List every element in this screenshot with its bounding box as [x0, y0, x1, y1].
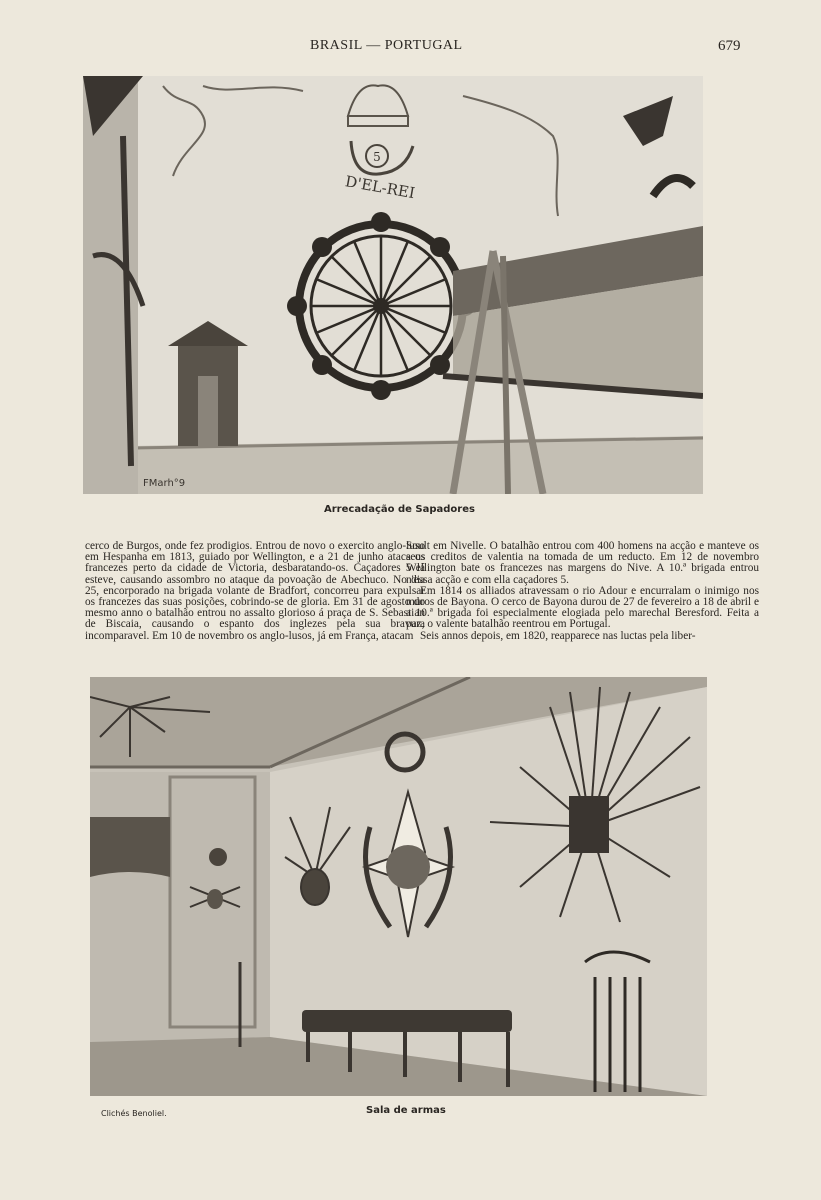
paragraph: Seis annos depois, em 1820, reapparece nas luctas pela liber- — [420, 629, 696, 642]
photo-armas-illustration — [90, 677, 707, 1096]
wall-inscription: D'EL-REI — [343, 172, 417, 203]
paragraph: Em 1814 os alliados atravessam o rio Adour e encurralam o inimigo nos muros de Bayona. O cerco de Bayona durou de 27 de fevereiro a 18 de abril e a 10.ª brigada foi especialmente elogiada pelo marechal Beresford. Feita a paz, o valente batalhão reentrou em Portugal. — [406, 584, 759, 631]
photo-sapadores-illustration — [83, 76, 703, 494]
page-header — [0, 38, 821, 58]
photo-sala-de-armas — [90, 677, 707, 1096]
photo-signature: FMarh°9 — [143, 478, 186, 489]
paragraph: Soult em Nivelle. O batalhão entrou com 400 homens na acção e manteve os seus creditos de valentia na tomada de um reducto. Em 12 de novembro Wellington bate os francezes nas margens do Nive. A 10.ª brigada entrou n'essa acção e com ella caçadores 5. — [406, 540, 759, 586]
text-column-left — [85, 541, 425, 642]
wheel-icon — [287, 212, 475, 400]
photo-credit: Clichés Benoliel. — [101, 1109, 167, 1118]
page-number: 679 — [718, 38, 741, 54]
caption-arrecadacao: Arrecadação de Sapadores — [324, 504, 475, 515]
caption-sala-de-armas: Sala de armas — [366, 1105, 446, 1116]
paragraph: cerco de Burgos, onde fez prodigios. Entrou de novo o exercito anglo-luso em Hespanha em 1813, guiado por Wellington, e a 21 de junho ataca os francezes perto da cidade de Victoria, desbaratando-os. Caçadores 5 lá esteve, causando assombro no ataque da povoação de Abechuco. No dia 25, encorporado na brigada volante de Bradfort, concorreu para expulsar os francezes das suas posições, cobrindo-se de gloria. Em 31 de agosto do mesmo anno o batalhão entrou no assalto glorioso á praça de S. Sebastian de Biscaia, causando o espanto dos inglezes pela sua bravura incomparavel. Em 10 de novembro os anglo-lusos, já em França, atacam — [85, 540, 425, 642]
photo-arrecadacao-sapadores — [83, 76, 703, 494]
text-column-right — [406, 541, 759, 642]
horn-number: 5 — [373, 150, 381, 164]
running-title: BRASIL — PORTUGAL — [310, 38, 463, 53]
